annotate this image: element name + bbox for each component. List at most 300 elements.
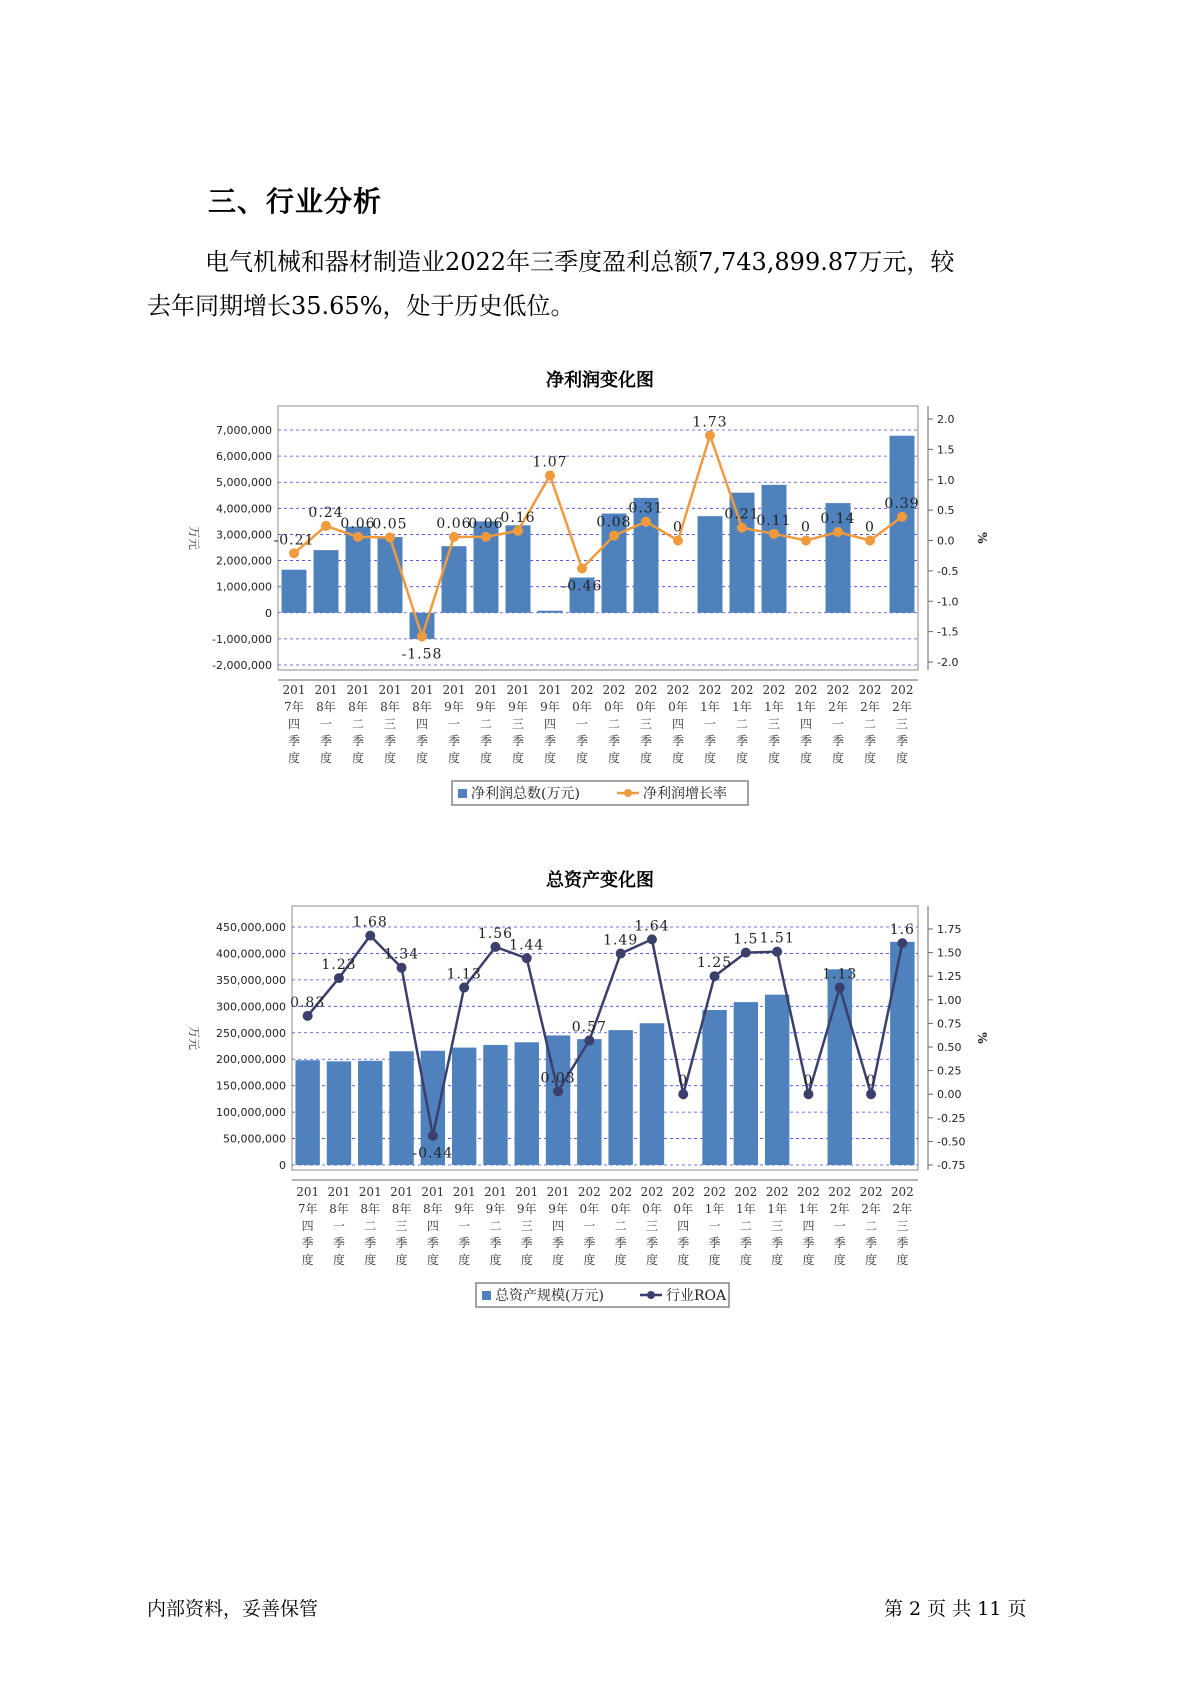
x-tick-label: 一 — [319, 717, 333, 731]
x-tick-label: 202 — [794, 683, 818, 697]
x-tick-label: 7年 — [297, 1202, 318, 1216]
x-tick-label: 9年 — [476, 700, 496, 714]
legend-bar-label: 总资产规模(万元) — [495, 1288, 604, 1304]
x-tick-label: 2年 — [860, 700, 880, 714]
y2-tick-label: -0.25 — [937, 1111, 966, 1125]
x-tick-label: 8年 — [412, 700, 432, 714]
x-tick-label: 季 — [865, 1236, 878, 1250]
y-tick-label: 250,000,000 — [216, 1026, 286, 1040]
x-tick-label: 9年 — [540, 700, 560, 714]
data-label: 0 — [678, 1073, 689, 1090]
x-tick-label: 201 — [327, 1185, 351, 1199]
bar — [765, 995, 789, 1165]
y-tick-label: 300,000,000 — [216, 1000, 286, 1014]
x-tick-label: 度 — [639, 751, 653, 765]
x-tick-label: 0年 — [579, 1202, 600, 1216]
paragraph-line-2: 去年同期增长35.65%，处于历史低位。 — [147, 292, 575, 320]
line-point — [710, 971, 720, 981]
x-tick-label: 季 — [332, 1236, 345, 1250]
x-tick-label: 三 — [511, 717, 525, 731]
x-tick-label: 9年 — [508, 700, 528, 714]
x-tick-label: 季 — [708, 1236, 721, 1250]
x-tick-label: 季 — [364, 1236, 377, 1250]
x-tick-label: 四 — [543, 717, 557, 731]
data-label: -0.44 — [412, 1145, 454, 1162]
x-tick-label: 2年 — [861, 1202, 881, 1216]
x-tick-label: 9年 — [516, 1202, 537, 1216]
data-label: 1.07 — [532, 454, 568, 471]
x-tick-label: 一 — [833, 1219, 846, 1233]
y-axis-title: 万元 — [187, 525, 201, 551]
x-tick-label: 一 — [575, 717, 589, 731]
x-tick-label: 四 — [802, 1219, 815, 1233]
line-point — [397, 963, 407, 973]
x-tick-label: 度 — [802, 1253, 815, 1267]
data-label: 1.6 — [889, 922, 915, 939]
y2-tick-label: 1.50 — [937, 946, 962, 960]
y2-tick-label: 1.25 — [937, 970, 962, 984]
bar — [483, 1045, 507, 1165]
x-tick-label: 202 — [734, 1185, 758, 1199]
x-tick-label: 201 — [390, 1185, 414, 1199]
x-tick-label: 季 — [799, 734, 813, 748]
y-tick-label: 350,000,000 — [216, 973, 286, 987]
y-tick-label: 100,000,000 — [216, 1106, 286, 1120]
x-tick-label: 8年 — [348, 700, 368, 714]
bar — [640, 1023, 664, 1165]
y-axis-title: 万元 — [187, 1025, 201, 1051]
x-tick-label: 三 — [639, 717, 653, 731]
chart1-title: 净利润变化图 — [546, 370, 654, 391]
x-tick-label: 0年 — [668, 700, 688, 714]
data-label: 0.14 — [820, 510, 856, 527]
x-tick-label: 二 — [863, 717, 877, 731]
bar — [734, 1002, 758, 1165]
data-label: 0.06 — [468, 515, 504, 532]
x-tick-label: 202 — [858, 683, 882, 697]
line-point — [803, 1089, 813, 1099]
x-tick-label: 0年 — [610, 1202, 631, 1216]
x-tick-label: 9年 — [485, 1202, 506, 1216]
x-tick-label: 2年 — [828, 700, 848, 714]
y-tick-label: -1,000,000 — [212, 632, 272, 646]
x-tick-label: 季 — [639, 734, 653, 748]
x-tick-label: 四 — [415, 717, 429, 731]
x-tick-label: 202 — [666, 683, 690, 697]
data-label: -1.58 — [401, 646, 443, 663]
x-tick-label: 四 — [426, 1219, 439, 1233]
x-tick-label: 202 — [796, 1185, 820, 1199]
data-label: 1.13 — [822, 966, 858, 983]
x-tick-label: 201 — [282, 683, 306, 697]
x-tick-label: 季 — [831, 734, 845, 748]
x-tick-label: 9年 — [444, 700, 464, 714]
x-tick-label: 季 — [287, 734, 301, 748]
x-tick-label: 三 — [771, 1219, 784, 1233]
x-tick-label: 四 — [301, 1219, 314, 1233]
x-tick-label: 度 — [799, 751, 813, 765]
x-tick-label: 201 — [410, 683, 434, 697]
data-label: -0.21 — [273, 532, 315, 549]
x-tick-label: 201 — [346, 683, 370, 697]
x-tick-label: 二 — [607, 717, 621, 731]
x-tick-label: 1年 — [704, 1202, 725, 1216]
x-tick-label: 度 — [489, 1253, 502, 1267]
data-label: 1.23 — [321, 957, 357, 974]
line-point — [741, 948, 751, 958]
line-point — [522, 953, 532, 963]
x-tick-label: 季 — [677, 1236, 690, 1250]
x-tick-label: 度 — [645, 1253, 658, 1267]
data-label: 0.16 — [500, 509, 536, 526]
line-point — [897, 938, 907, 948]
x-tick-label: 季 — [383, 734, 397, 748]
x-tick-label: 度 — [677, 1253, 690, 1267]
bar — [577, 1039, 601, 1165]
x-tick-label: 一 — [447, 717, 461, 731]
data-label: 0 — [803, 1073, 814, 1090]
y-tick-label: 150,000,000 — [216, 1079, 286, 1093]
data-label: 0.57 — [571, 1019, 607, 1036]
x-tick-label: 度 — [708, 1253, 721, 1267]
x-tick-label: 一 — [708, 1219, 721, 1233]
x-tick-label: 9年 — [548, 1202, 568, 1216]
x-tick-label: 季 — [301, 1236, 314, 1250]
line-point — [678, 1089, 688, 1099]
x-tick-label: 201 — [296, 1185, 320, 1199]
x-tick-label: 季 — [671, 734, 685, 748]
x-tick-label: 201 — [442, 683, 466, 697]
bar — [702, 1010, 726, 1165]
x-tick-label: 8年 — [380, 700, 400, 714]
x-tick-label: 0年 — [572, 700, 592, 714]
bar — [358, 1061, 382, 1165]
x-tick-label: 201 — [483, 1185, 507, 1199]
x-tick-label: 1年 — [796, 700, 816, 714]
data-label: 0.21 — [724, 506, 760, 523]
data-label: 0.03 — [540, 1070, 576, 1087]
x-tick-label: 一 — [332, 1219, 345, 1233]
x-tick-label: 二 — [739, 1219, 752, 1233]
x-tick-label: 季 — [895, 734, 909, 748]
x-tick-label: 度 — [833, 1253, 846, 1267]
data-label: 0 — [801, 519, 811, 536]
line-point — [490, 942, 500, 952]
x-tick-label: 0年 — [673, 1202, 694, 1216]
x-tick-label: 四 — [671, 717, 685, 731]
x-tick-label: 一 — [703, 717, 717, 731]
data-label: 1.5 — [733, 931, 759, 948]
x-tick-label: 二 — [865, 1219, 878, 1233]
line-point — [459, 983, 469, 993]
paragraph-line-1: 电气机械和器材制造业2022年三季度盈利总额7,743,899.87万元，较 — [205, 248, 955, 276]
x-tick-label: 季 — [395, 1236, 408, 1250]
x-tick-label: 0年 — [604, 700, 624, 714]
bar — [327, 1061, 351, 1165]
x-tick-label: 202 — [890, 1185, 914, 1199]
x-tick-label: 二 — [479, 717, 493, 731]
x-tick-label: 度 — [543, 751, 557, 765]
x-tick-label: 度 — [767, 751, 781, 765]
x-tick-label: 季 — [771, 1236, 784, 1250]
y-tick-label: 1,000,000 — [216, 580, 272, 594]
x-tick-label: 度 — [671, 751, 685, 765]
y2-tick-label: 0.00 — [937, 1088, 962, 1102]
x-tick-label: 8年 — [316, 700, 336, 714]
x-tick-label: 季 — [863, 734, 877, 748]
x-tick-label: 度 — [552, 1253, 565, 1267]
x-tick-label: 度 — [426, 1253, 439, 1267]
data-label: 1.25 — [696, 955, 733, 972]
x-tick-label: 202 — [634, 683, 658, 697]
line-point — [428, 1131, 438, 1141]
x-tick-label: 度 — [771, 1253, 784, 1267]
line-point — [835, 983, 845, 993]
x-tick-label: 度 — [364, 1253, 377, 1267]
x-tick-label: 201 — [506, 683, 530, 697]
line-point — [584, 1035, 594, 1045]
data-label: 0.06 — [436, 515, 472, 532]
x-tick-label: 度 — [458, 1253, 471, 1267]
y2-tick-label: -0.5 — [937, 564, 959, 578]
footer-confidential: 内部资料，妥善保管 — [147, 1598, 319, 1620]
x-tick-label: 度 — [332, 1253, 345, 1267]
x-tick-label: 季 — [767, 734, 781, 748]
line-point — [647, 934, 657, 944]
legend-line-marker — [647, 1291, 655, 1299]
x-tick-label: 1年 — [732, 700, 752, 714]
x-tick-label: 201 — [538, 683, 562, 697]
x-tick-label: 202 — [671, 1185, 695, 1199]
y2-tick-label: -0.75 — [937, 1159, 966, 1172]
x-tick-label: 二 — [364, 1219, 377, 1233]
bar — [295, 1060, 319, 1165]
x-tick-label: 四 — [677, 1219, 690, 1233]
x-tick-label: 2年 — [892, 700, 912, 714]
y2-tick-label: 1.5 — [937, 443, 955, 457]
legend-bar-label: 净利润总数(万元) — [471, 786, 580, 802]
y-tick-label: 450,000,000 — [216, 921, 286, 934]
x-tick-label: 季 — [489, 1236, 502, 1250]
x-tick-label: 季 — [575, 734, 589, 748]
y2-tick-label: 1.00 — [937, 993, 962, 1007]
x-tick-label: 202 — [765, 1185, 789, 1199]
x-tick-label: 202 — [577, 1185, 601, 1199]
x-tick-label: 202 — [698, 683, 722, 697]
y-tick-label: 7,000,000 — [216, 424, 272, 437]
bar — [608, 1030, 632, 1165]
x-tick-label: 季 — [645, 1236, 658, 1250]
x-tick-label: 季 — [896, 1236, 909, 1250]
x-tick-label: 202 — [826, 683, 850, 697]
data-label: 1.68 — [352, 914, 388, 931]
x-tick-label: 度 — [301, 1253, 314, 1267]
x-tick-label: 季 — [511, 734, 525, 748]
x-tick-label: 度 — [831, 751, 845, 765]
x-tick-label: 1年 — [764, 700, 784, 714]
x-tick-label: 季 — [583, 1236, 596, 1250]
section-heading: 三、行业分析 — [208, 185, 383, 218]
x-tick-label: 一 — [458, 1219, 471, 1233]
x-tick-label: 三 — [383, 717, 397, 731]
x-tick-label: 季 — [415, 734, 429, 748]
line-point — [553, 1086, 563, 1096]
y2-tick-label: -1.5 — [937, 625, 959, 639]
x-tick-label: 201 — [515, 1185, 539, 1199]
x-tick-label: 度 — [583, 1253, 596, 1267]
y2-tick-label: 1.0 — [937, 473, 955, 487]
bar — [890, 942, 914, 1165]
x-tick-label: 三 — [645, 1219, 658, 1233]
x-tick-label: 1年 — [736, 1202, 756, 1216]
data-label: 1.13 — [446, 966, 482, 983]
x-tick-label: 季 — [614, 1236, 627, 1250]
data-label: 1.56 — [477, 925, 514, 942]
x-tick-label: 202 — [609, 1185, 633, 1199]
y2-tick-label: 0.75 — [937, 1017, 962, 1031]
x-tick-label: 季 — [426, 1236, 439, 1250]
data-label: 0.05 — [372, 516, 408, 533]
bar — [389, 1051, 413, 1165]
x-tick-label: 202 — [828, 1185, 852, 1199]
x-tick-label: 季 — [447, 734, 461, 748]
data-label: 1.34 — [383, 946, 420, 963]
x-tick-label: 三 — [896, 1219, 909, 1233]
x-tick-label: 7年 — [284, 700, 304, 714]
y-tick-label: 4,000,000 — [216, 502, 272, 516]
x-tick-label: 度 — [511, 751, 525, 765]
y2-axis-title: % — [975, 1032, 989, 1044]
y2-tick-label: -1.0 — [937, 595, 959, 609]
x-tick-label: 季 — [739, 1236, 752, 1250]
x-tick-label: 二 — [735, 717, 749, 731]
x-tick-label: 度 — [479, 751, 493, 765]
x-tick-label: 度 — [739, 1253, 752, 1267]
x-tick-label: 8年 — [423, 1202, 443, 1216]
data-label: 0 — [673, 519, 683, 536]
data-label: 0.06 — [340, 515, 376, 532]
x-tick-label: 度 — [895, 751, 909, 765]
x-tick-label: 度 — [865, 1253, 878, 1267]
data-label: 0.83 — [290, 994, 326, 1011]
x-tick-label: 季 — [607, 734, 621, 748]
chart2-title: 总资产变化图 — [546, 870, 654, 891]
x-tick-label: 季 — [802, 1236, 815, 1250]
y-tick-label: 200,000,000 — [216, 1053, 286, 1067]
x-tick-label: 季 — [543, 734, 557, 748]
y-tick-label: -2,000,000 — [212, 659, 272, 672]
x-tick-label: 四 — [799, 717, 813, 731]
x-tick-label: 一 — [583, 1219, 596, 1233]
y2-tick-label: -2.0 — [937, 656, 959, 669]
data-label: 0.08 — [596, 514, 632, 531]
legend-bar-swatch — [482, 1291, 491, 1300]
x-tick-label: 1年 — [798, 1202, 819, 1216]
data-label: 0.31 — [628, 500, 664, 517]
x-tick-label: 度 — [614, 1253, 627, 1267]
bar — [515, 1042, 539, 1165]
x-tick-label: 二 — [489, 1219, 502, 1233]
line-point — [772, 947, 782, 957]
x-tick-label: 季 — [703, 734, 717, 748]
x-tick-label: 202 — [703, 1185, 727, 1199]
x-tick-label: 季 — [520, 1236, 533, 1250]
x-tick-label: 201 — [474, 683, 498, 697]
x-tick-label: 度 — [287, 751, 301, 765]
x-tick-label: 0年 — [642, 1202, 662, 1216]
x-tick-label: 202 — [570, 683, 594, 697]
data-label: 0 — [866, 1073, 877, 1090]
data-label: 1.44 — [509, 937, 545, 954]
x-tick-label: 201 — [314, 683, 338, 697]
data-label: 1.49 — [603, 932, 639, 949]
x-tick-label: 度 — [395, 1253, 408, 1267]
data-label: -0.46 — [561, 578, 603, 595]
y-tick-label: 5,000,000 — [216, 476, 272, 490]
data-label: 0.24 — [308, 504, 344, 521]
x-tick-label: 201 — [452, 1185, 476, 1199]
y-tick-label: 6,000,000 — [216, 450, 272, 464]
x-tick-label: 度 — [607, 751, 621, 765]
x-tick-label: 度 — [447, 751, 461, 765]
x-tick-label: 季 — [833, 1236, 846, 1250]
x-tick-label: 202 — [890, 683, 914, 697]
x-tick-label: 度 — [896, 1253, 909, 1267]
x-tick-label: 1年 — [700, 700, 720, 714]
x-tick-label: 三 — [395, 1219, 408, 1233]
x-tick-label: 9年 — [454, 1202, 474, 1216]
x-tick-label: 201 — [421, 1185, 445, 1199]
x-tick-label: 202 — [859, 1185, 883, 1199]
bar — [452, 1048, 476, 1165]
x-tick-label: 四 — [287, 717, 301, 731]
x-tick-label: 季 — [458, 1236, 471, 1250]
data-label: 0.39 — [884, 495, 920, 512]
x-tick-label: 二 — [614, 1219, 627, 1233]
x-tick-label: 0年 — [636, 700, 656, 714]
x-tick-label: 季 — [351, 734, 365, 748]
data-label: 0 — [865, 519, 875, 536]
x-tick-label: 度 — [575, 751, 589, 765]
y-tick-label: 0 — [265, 606, 272, 620]
bar — [828, 969, 852, 1165]
x-tick-label: 2年 — [892, 1202, 913, 1216]
y2-tick-label: 2.0 — [937, 413, 955, 426]
x-tick-label: 度 — [520, 1253, 533, 1267]
x-tick-label: 二 — [351, 717, 365, 731]
line-point — [303, 1011, 313, 1021]
line-point — [365, 931, 375, 941]
y-tick-label: 0 — [279, 1159, 286, 1172]
x-tick-label: 202 — [602, 683, 626, 697]
line-point — [616, 949, 626, 959]
x-tick-label: 度 — [863, 751, 877, 765]
x-tick-label: 度 — [319, 751, 333, 765]
x-tick-label: 季 — [735, 734, 749, 748]
y2-tick-label: -0.50 — [937, 1135, 966, 1149]
line-point — [866, 1089, 876, 1099]
data-label: 1.51 — [759, 930, 795, 947]
y2-tick-label: 0.5 — [937, 504, 955, 518]
legend-line-label: 净利润增长率 — [643, 786, 727, 802]
y-tick-label: 3,000,000 — [216, 528, 272, 542]
y-tick-label: 2,000,000 — [216, 554, 272, 568]
x-tick-label: 度 — [703, 751, 717, 765]
y-tick-label: 50,000,000 — [223, 1132, 286, 1146]
x-tick-label: 度 — [383, 751, 397, 765]
x-tick-label: 季 — [479, 734, 493, 748]
x-tick-label: 202 — [640, 1185, 664, 1199]
